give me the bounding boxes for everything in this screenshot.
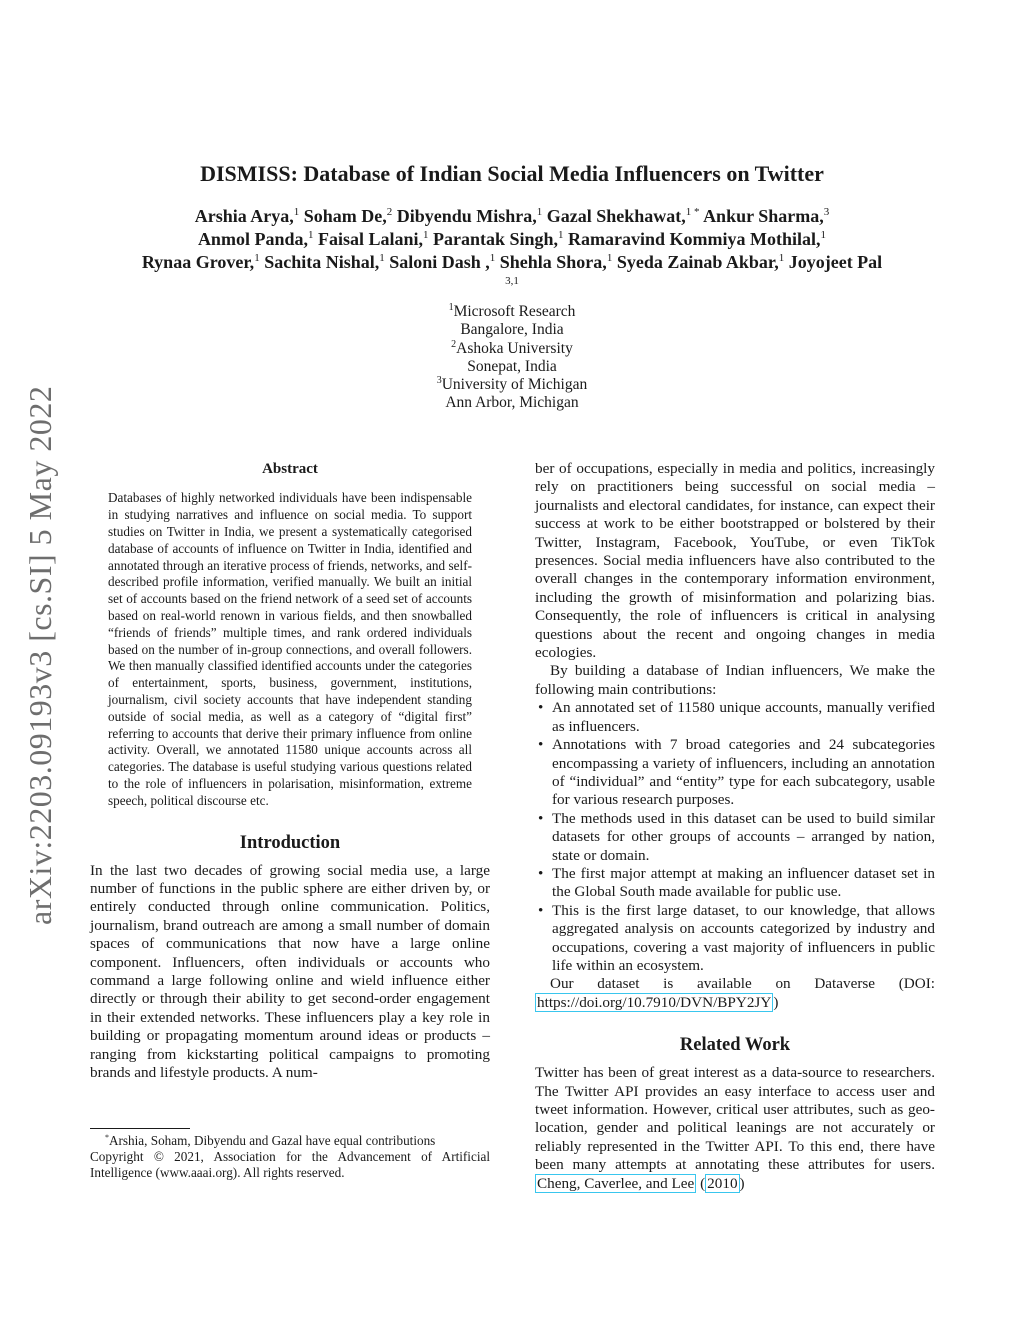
author-name: Rynaa Grover,	[141, 252, 255, 272]
footnote-text: Arshia, Soham, Dibyendu and Gazal have equal contributions	[109, 1133, 436, 1148]
related-work-text: Twitter has been of great interest as a data-source to researchers. The Twitter API provides an easy interface to access user and tweet information. However, critical user attributes, such as geo-location, gender and political leanings are not accurately or reliably represented in the Twitter API. To this end, there have been many attempts at annotating these attributes for users.	[535, 1064, 935, 1174]
author-line	[60, 251, 964, 274]
author-affil-marker: 2	[386, 206, 393, 218]
affil-name: Ashoka University	[456, 339, 573, 357]
introduction-paragraph: In the last two decades of growing social media use, a large number of functions in the public sphere are either driven by, or entirely conducted through online communication. Politics, journalism, brand outreach are among a small number of domain spaces of communications that now have a large online component. Influencers, often individuals or accounts who command a large following online and wield influence either directly or through their ability to get second-order engagement in their extended networks. These influencers play a key role in building or propagating momentum around ideas or products – ranging from kickstarting political campaigns to promoting brands and lifestyle products. A num-	[90, 861, 490, 1082]
dataverse-paragraph	[535, 975, 935, 1012]
author-affil-marker: 3,1	[505, 275, 519, 287]
author-line	[60, 205, 964, 228]
affil-place: Ann Arbor, Michigan	[445, 394, 579, 412]
affil-marker: 3	[436, 375, 442, 387]
footnote	[90, 1128, 490, 1181]
author-affil-marker: 1	[293, 206, 300, 218]
author-affil-marker: 1	[778, 252, 785, 264]
contributions-intro: By building a database of Indian influencers, We make the following main contributions:	[535, 662, 935, 698]
author-name: Saloni Dash ,	[389, 252, 490, 272]
citation-year-link[interactable]: 2010	[707, 1174, 738, 1192]
citation-open: (	[696, 1174, 706, 1192]
author-name: Ankur Sharma,	[703, 206, 824, 226]
author-name: Anmol Panda,	[197, 229, 308, 249]
related-work-heading: Related Work	[679, 1035, 791, 1056]
author-affil-marker: 1	[820, 229, 827, 241]
dataverse-text: Our dataset is available on Dataverse (DOI:	[550, 975, 935, 993]
contributions-list	[535, 699, 935, 975]
author-name: Syeda Zainab Akbar,	[616, 252, 779, 272]
introduction-heading: Introduction	[239, 832, 341, 853]
author-affil-marker: 1	[536, 206, 543, 218]
paper-title: DISMISS: Database of Indian Social Media Influencers on Twitter	[200, 161, 824, 186]
arxiv-identifier: arXiv:2203.09193v3 [cs.SI] 5 May 2022	[22, 385, 58, 925]
author-list	[60, 205, 964, 288]
left-column	[90, 460, 490, 1082]
author-name: Ramaravind Kommiya Mothilal,	[568, 229, 821, 249]
author-affil-marker: 1	[606, 252, 613, 264]
author-affil-marker: 1 *	[685, 206, 700, 218]
author-affil-marker: 1	[379, 252, 385, 264]
introduction-paragraph-continued: ber of occupations, especially in media and politics, increasingly rely on practitioners being successful on social media – journalists and electoral candidates, for instance, can expect their success at work to be either bootstrapped or bolstered by their Twitter, Instagram, Facebook, YouTube, or even TikTok presences. Social media influencers have also contributed to the overall changes in the contemporary information environment, including the growth of misinformation and polarizing bias. Consequently, the role of influencers is critical in analysing questions about the recent and ongoing changes in media ecologies.	[535, 460, 935, 662]
author-affil-marker: 1	[254, 252, 260, 264]
list-item: • The methods used in this dataset can be used to build similar datasets for other groups of accounts – arranged by nation, state or domain.	[535, 810, 935, 865]
author-name: Shehla Shora,	[499, 252, 607, 272]
author-name: Dibyendu Mishra,	[396, 206, 537, 226]
doi-link[interactable]: https://doi.org/10.7910/DVN/BPY2JY	[537, 993, 772, 1011]
footnote-contribution	[90, 1133, 490, 1149]
author-line	[60, 228, 964, 251]
list-item: • This is the first large dataset, to our knowledge, that allows aggregated analysis on accounts categorized by industry and occupations, covering a vast majority of influencers in public life within an ecosystem.	[535, 902, 935, 976]
affil-place: Sonepat, India	[467, 357, 557, 375]
affil-marker: 1	[448, 302, 454, 313]
author-affil-marker: 3	[823, 206, 830, 218]
author-affil-marker: 1	[307, 229, 314, 241]
author-affil-marker: 1	[489, 252, 496, 264]
affil-name: University of Michigan	[441, 376, 588, 394]
list-item: • Annotations with 7 broad categories and 24 subcategories encompassing a variety of influencers, including an annotation of “individual” and “entity” type for each subcategory, usable for various research purposes.	[535, 736, 935, 810]
list-item: • An annotated set of 11580 unique accounts, manually verified as influencers.	[535, 699, 935, 736]
right-column	[535, 460, 935, 1193]
author-name: Soham De,	[303, 206, 387, 226]
author-name: Gazal Shekhawat,	[546, 206, 686, 226]
affiliations	[312, 303, 712, 413]
copyright-text: Copyright © 2021, Association for the Advancement of Artificial Intelligence (www.aaai.org). All rights reserved.	[90, 1149, 490, 1180]
author-affil-marker: 1	[558, 229, 564, 241]
footnote-rule	[90, 1128, 190, 1129]
affil-place: Bangalore, India	[460, 321, 564, 339]
citation-close: )	[739, 1174, 745, 1192]
affil-marker: 2	[451, 338, 457, 350]
author-name: Arshia Arya,	[194, 206, 294, 226]
author-name: Sachita Nishal,	[264, 252, 380, 272]
abstract-text: Databases of highly networked individuals have been indispensable in studying narratives and influence on social media. To support studies on Twitter in India, we present a systematically categorised database of accounts of influence on Twitter in India, identified and annotated through an iterative process of friends, networks, and self-described profile information, verified manually. We built an initial set of accounts based on the friend network of a seed set of accounts based on real-world renown in various fields, and then snowballed “friends of friends” multiple times, and rank ordered individuals based on the number of in-group connections, and overall followers. We then manually classified identified accounts under the categories of entertainment, sports, business, government, institutions, journalism, civil society accounts that have independent standing outside of social media, as well as a category of “digital first” referring to accounts that derive their primary influence from online activity. Overall, we annotated 11580 unique accounts across all categories. The database is useful studying various questions related to the role of influencers in polarisation, misinformation, extreme speech, political discourse etc.	[108, 490, 472, 808]
list-item: • The first major attempt at making an influencer dataset set in the Global South made available for public use.	[535, 865, 935, 902]
footnote-marker: *	[105, 1133, 109, 1142]
abstract-heading: Abstract	[262, 461, 318, 477]
related-work-paragraph	[535, 1064, 935, 1193]
dataverse-close: )	[773, 993, 779, 1011]
author-name: Parantak Singh,	[433, 229, 559, 249]
citation-authors-link[interactable]: Cheng, Caverlee, and Lee	[537, 1174, 695, 1192]
author-name: Joyojeet Pal	[788, 252, 883, 272]
author-affil-marker: 1	[423, 229, 429, 241]
affil-name: Microsoft Research	[453, 303, 576, 320]
author-name: Faisal Lalani,	[317, 229, 423, 249]
